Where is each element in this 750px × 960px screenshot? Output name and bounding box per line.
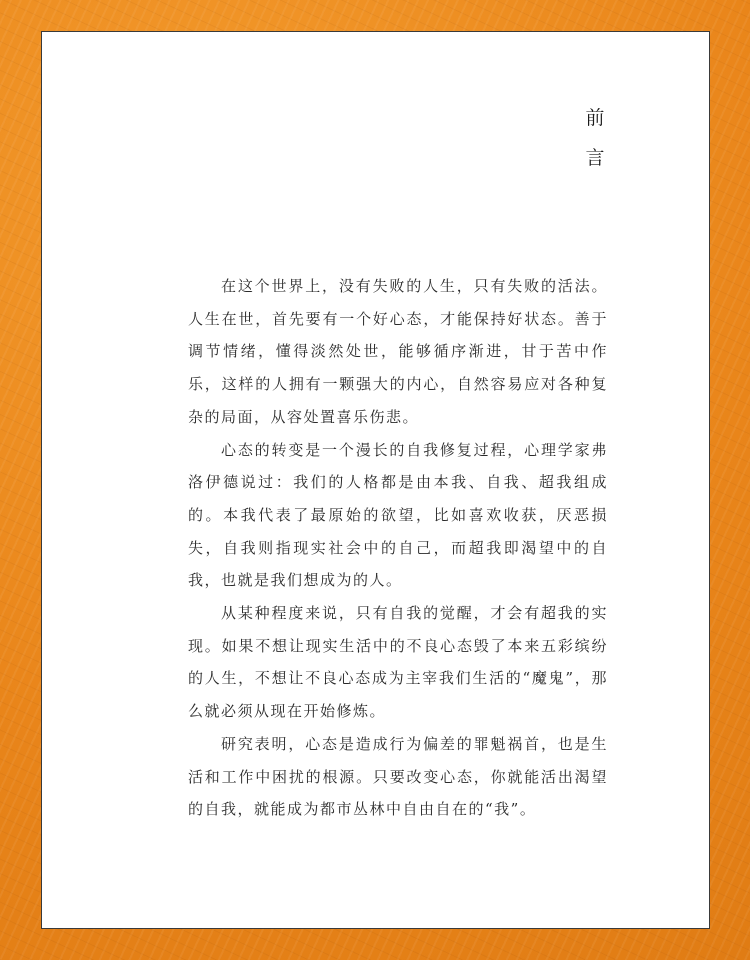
title-char: 言 xyxy=(585,147,605,169)
paragraph: 在这个世界上，没有失败的人生，只有失败的活法。人生在世，首先要有一个好心态，才能保持好状态。善于调节情绪，懂得淡然处世，能够循序渐进，甘于苦中作乐，这样的人拥有一颗强大的内心，自然容易应对各种复杂的局面，从容处置喜乐伤悲。 xyxy=(188,277,608,426)
paragraph: 从某种程度来说，只有自我的觉醒，才会有超我的实现。如果不想让现实生活中的不良心态毁了本来五彩缤纷的人生，不想让不良心态成为主宰我们生活的“魔鬼”，那么就必须从现在开始修炼。 xyxy=(188,604,608,721)
page-title xyxy=(584,98,606,178)
title-char: 前 xyxy=(585,107,605,129)
document-page xyxy=(41,31,710,929)
body-text xyxy=(188,270,608,826)
paragraph: 研究表明，心态是造成行为偏差的罪魁祸首，也是生活和工作中困扰的根源。只要改变心态，你就能活出渴望的自我，就能成为都市丛林中自由自在的“我”。 xyxy=(188,734,608,819)
paragraph: 心态的转变是一个漫长的自我修复过程，心理学家弗洛伊德说过：我们的人格都是由本我、自我、超我组成的。本我代表了最原始的欲望，比如喜欢收获，厌恶损失，自我则指现实社会中的自己，而超我即渴望中的自我，也就是我们想成为的人。 xyxy=(188,440,608,590)
